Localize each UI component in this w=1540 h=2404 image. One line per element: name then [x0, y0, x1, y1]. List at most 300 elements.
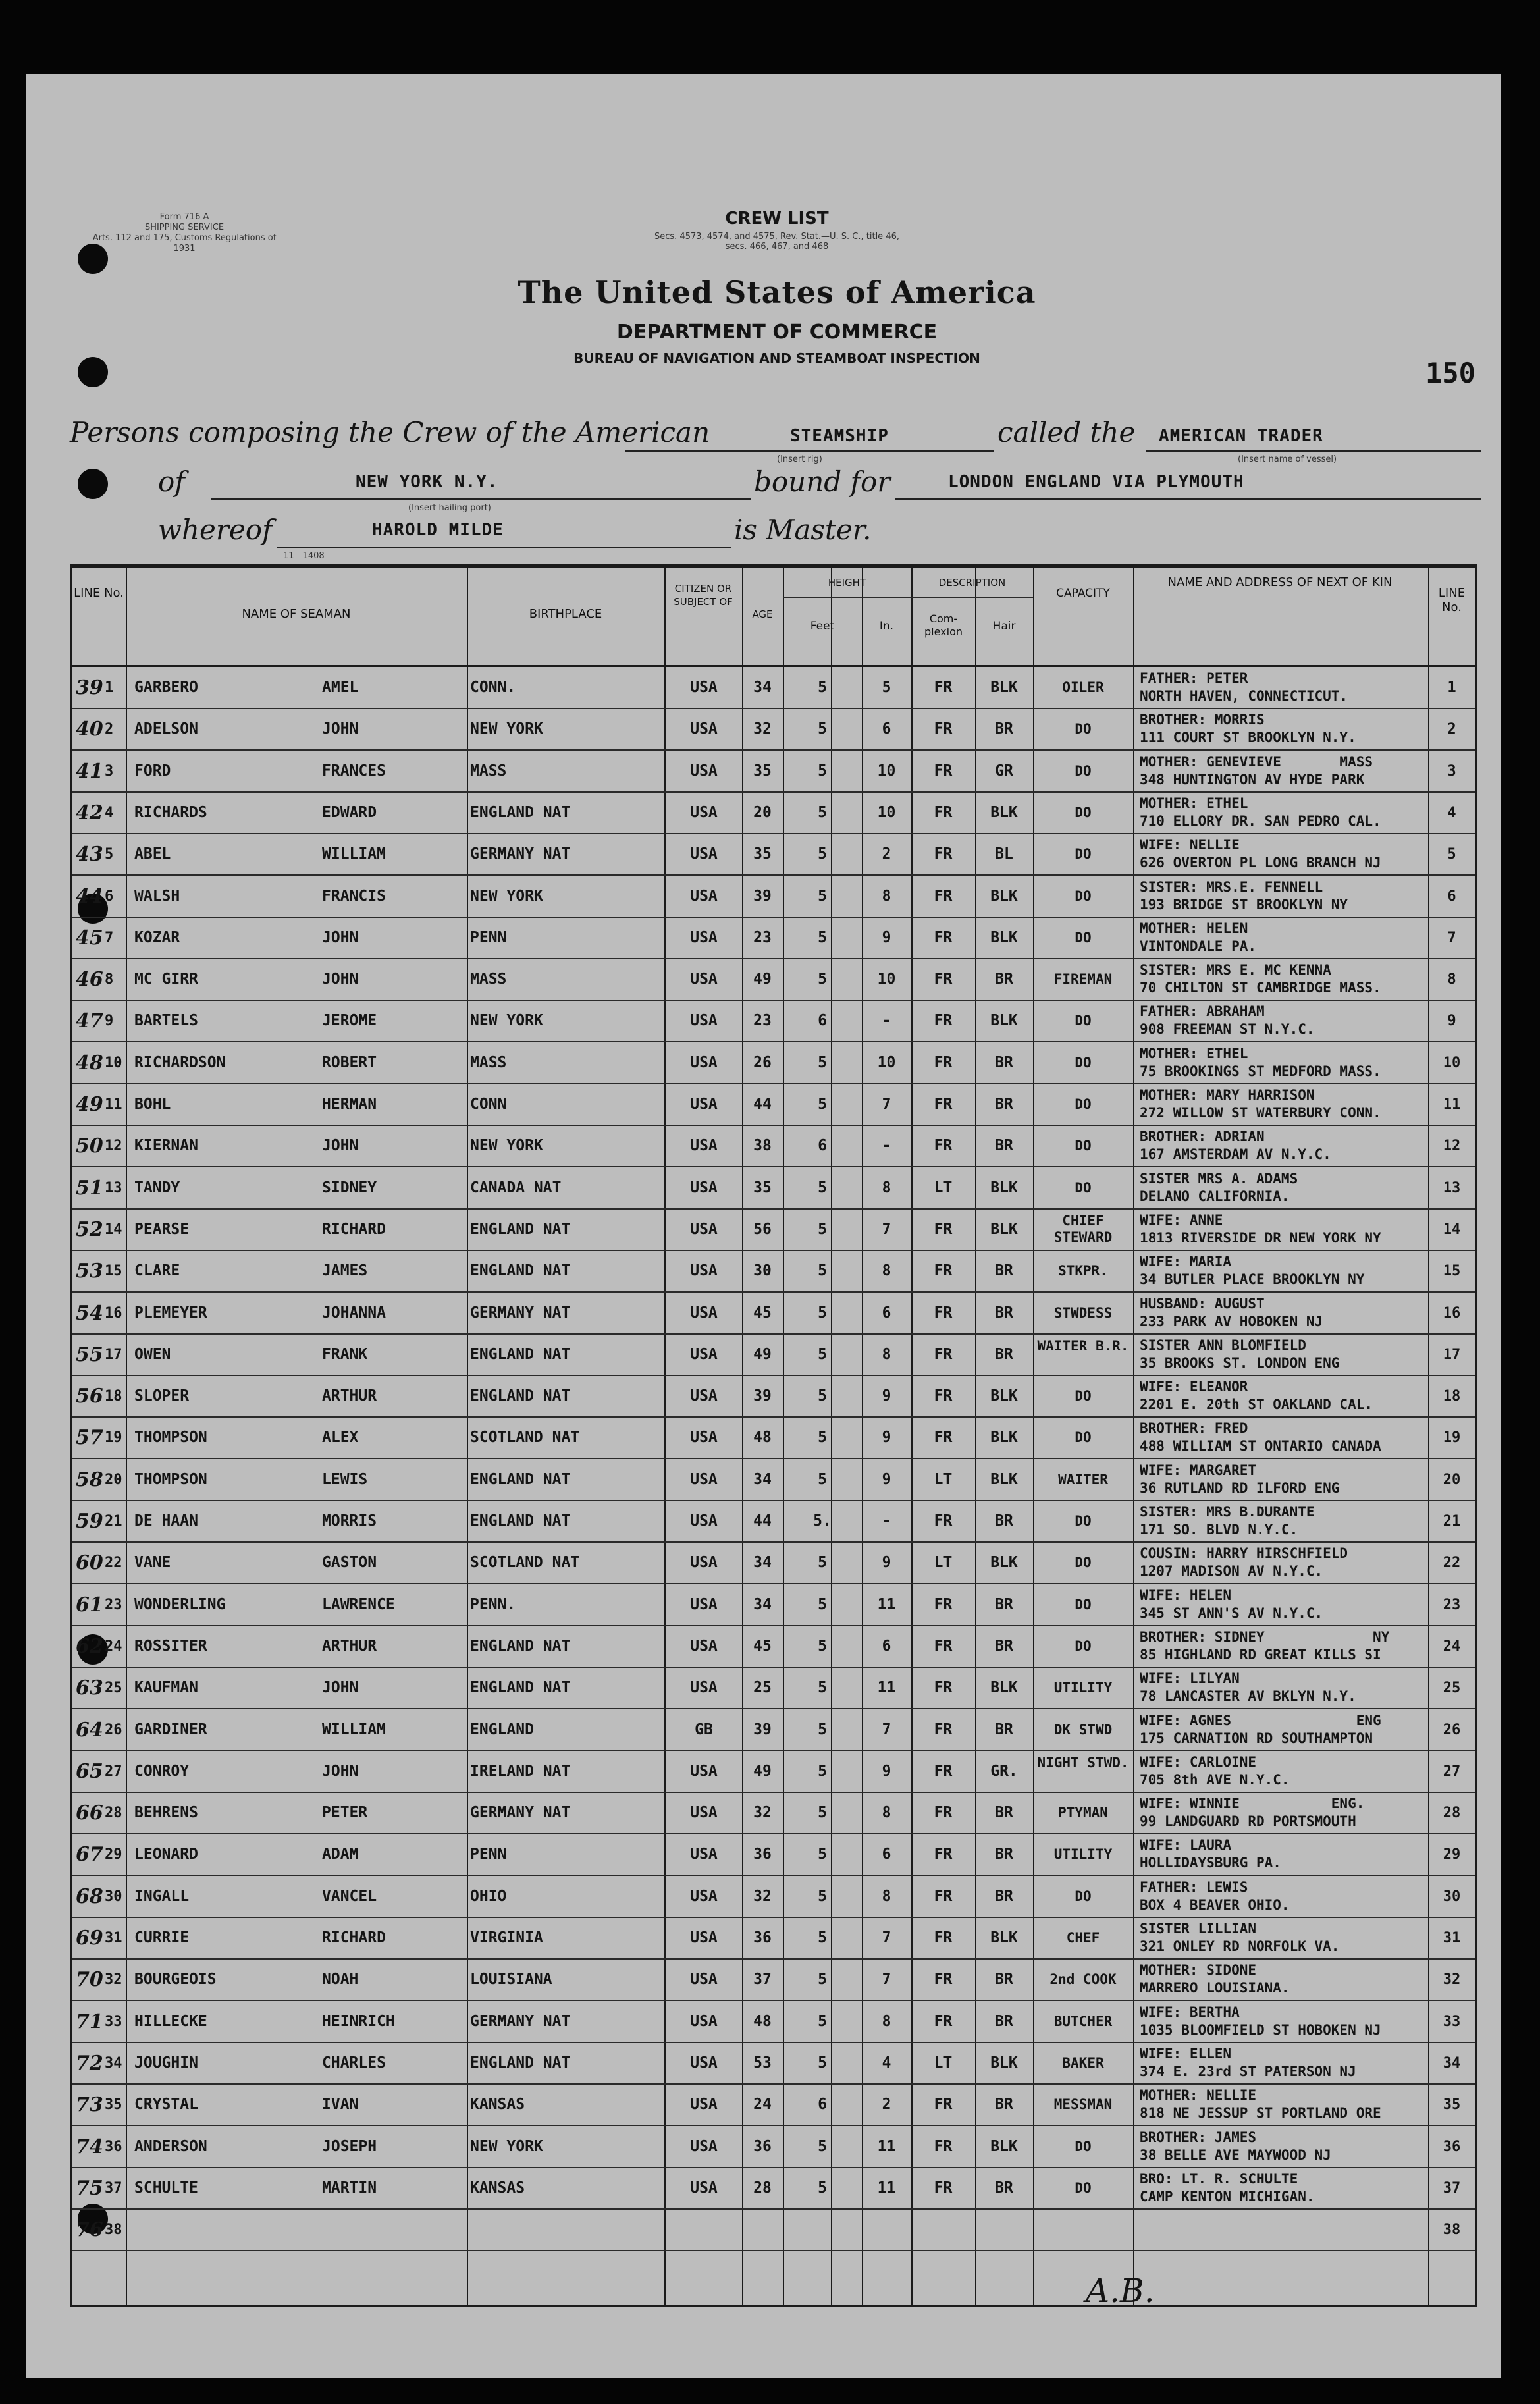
kin-address: NORTH HAVEN, CONNECTICUT. [1140, 688, 1348, 704]
birthplace-cell: SCOTLAND NAT [470, 1429, 580, 1447]
row-original-number: 76 [76, 2218, 103, 2242]
capacity-cell: DO [1075, 804, 1092, 820]
row-line-number: 25 [105, 1680, 122, 1697]
kin-address: CAMP KENTON MICHIGAN. [1140, 2188, 1315, 2204]
height-inches-cell: 2 [882, 845, 891, 863]
kin-address: 710 ELLORY DR. SAN PEDRO CAL. [1140, 813, 1381, 829]
age-cell: 39 [753, 1721, 772, 1738]
height-feet-cell: 5 [818, 2012, 827, 2030]
complexion-cell: FR [934, 928, 953, 946]
capacity-cell: DO [1075, 1096, 1092, 1112]
row-original-number: 44 [76, 884, 103, 908]
birthplace-cell: NEW YORK [470, 887, 543, 905]
citizen-cell: USA [690, 1012, 718, 1030]
hair-cell: BLK [990, 887, 1018, 905]
complexion-cell: FR [934, 1429, 953, 1447]
next-of-kin-cell [1140, 834, 1427, 878]
hair-cell: BR [995, 1345, 1013, 1363]
seaman-surname: PEARSE [134, 1220, 190, 1238]
seaman-surname: JOUGHIN [134, 2054, 198, 2071]
kin-name: FATHER: LEWIS [1140, 1879, 1248, 1895]
citizen-cell: USA [690, 1387, 718, 1405]
height-feet-cell: 5 [818, 1304, 827, 1322]
complexion-cell: FR [934, 762, 953, 780]
kin-address: 34 BUTLER PLACE BROOKLYN NY [1140, 1271, 1365, 1288]
age-cell: 34 [753, 1470, 772, 1488]
table-row [72, 1334, 1475, 1376]
next-of-kin-cell [1140, 1167, 1427, 1212]
age-cell: 23 [753, 928, 772, 946]
age-cell: 36 [753, 1929, 772, 1946]
table-row [72, 1000, 1475, 1042]
kin-address: 2201 E. 20th ST OAKLAND CAL. [1140, 1397, 1373, 1413]
height-feet-cell: 5 [818, 1971, 827, 1989]
row-original-number: 70 [76, 1968, 103, 1992]
seaman-given-name: ALEX [322, 1429, 359, 1447]
row-line-number: 19 [105, 1429, 122, 1447]
birthplace-cell: SCOTLAND NAT [470, 1554, 580, 1572]
kin-address: VINTONDALE PA. [1140, 938, 1257, 954]
hair-cell: BLK [990, 1220, 1018, 1238]
seaman-surname: KOZAR [134, 928, 180, 946]
of-label: of [158, 466, 185, 498]
seaman-surname: LEONARD [134, 1846, 198, 1863]
row-line-number-right: 29 [1443, 1846, 1461, 1863]
header-capacity: CAPACITY [1056, 587, 1110, 600]
table-row [72, 1834, 1475, 1875]
kin-address: BOX 4 BEAVER OHIO. [1140, 1896, 1290, 1913]
row-original-number: 61 [76, 1593, 103, 1616]
citizen-cell: USA [690, 1054, 718, 1071]
capacity-cell: DO [1075, 2179, 1092, 2196]
complexion-cell: FR [934, 1929, 953, 1946]
next-of-kin-cell [1140, 1792, 1427, 1836]
age-cell: 48 [753, 2012, 772, 2030]
row-original-number: 51 [76, 1176, 103, 1200]
table-row [72, 2084, 1475, 2125]
ab-annotation: A.B. [1086, 2272, 1155, 2310]
citizen-cell: USA [690, 720, 718, 738]
form-identifier [86, 212, 283, 254]
birthplace-cell: MASS [470, 1054, 507, 1071]
next-of-kin-cell [1140, 1250, 1427, 1295]
height-inches-cell: 7 [882, 1220, 891, 1238]
hailing-hint: (Insert hailing port) [408, 503, 491, 513]
kin-name: SISTER MRS A. ADAMS [1140, 1170, 1298, 1187]
kin-address: 233 PARK AV HOBOKEN NJ [1140, 1313, 1323, 1329]
kin-address: 36 RUTLAND RD ILFORD ENG [1140, 1480, 1340, 1496]
seaman-given-name [322, 2209, 464, 2251]
birthplace-cell: GERMANY NAT [470, 1304, 571, 1322]
birthplace-cell: ENGLAND NAT [470, 803, 571, 821]
complexion-cell: FR [934, 679, 953, 696]
seaman-given-name: JOHN [322, 928, 359, 946]
citizen-cell: USA [690, 1804, 718, 1822]
table-row [72, 1542, 1475, 1584]
kin-name: SISTER ANN BLOMFIELD [1140, 1337, 1306, 1353]
height-feet-cell: 6 [818, 1012, 827, 1030]
table-row [72, 1959, 1475, 2000]
hair-cell: BR [995, 1887, 1013, 1905]
birthplace-cell: ENGLAND NAT [470, 1637, 571, 1655]
height-feet-cell: 6 [818, 1137, 827, 1155]
row-line-number-right: 4 [1447, 804, 1456, 821]
hair-cell: BR [995, 1804, 1013, 1822]
kin-name: BROTHER: MORRIS [1140, 712, 1265, 728]
height-feet-cell: 6 [818, 2096, 827, 2114]
complexion-cell: FR [934, 720, 953, 738]
height-feet-cell: 5 [818, 971, 827, 988]
hailing-port-line [211, 498, 751, 500]
age-cell: 35 [753, 1179, 772, 1196]
height-feet-cell: 5 [818, 1096, 827, 1113]
hair-cell: BR [995, 2012, 1013, 2030]
next-of-kin-cell [1140, 2209, 1427, 2253]
citizen-cell: USA [690, 1304, 718, 1322]
kin-name: WIFE: ELEANOR [1140, 1379, 1248, 1395]
table-row [72, 1376, 1475, 1417]
row-line-number: 22 [105, 1555, 122, 1572]
row-line-number-right: 33 [1443, 2013, 1461, 2030]
capacity-cell: DO [1075, 1555, 1092, 1571]
seaman-surname: BARTELS [134, 1012, 198, 1030]
age-cell: 32 [753, 720, 772, 738]
seaman-surname: MC GIRR [134, 971, 198, 988]
table-row [72, 667, 1475, 708]
seaman-given-name: EDWARD [322, 803, 377, 821]
capacity-cell: DO [1075, 1429, 1092, 1446]
row-line-number-right: 25 [1443, 1680, 1461, 1697]
next-of-kin-cell [1140, 1459, 1427, 1503]
row-line-number: 4 [105, 804, 114, 821]
next-of-kin-cell [1140, 2043, 1427, 2087]
capacity-cell: DO [1075, 1888, 1092, 1904]
header-hair: Hair [992, 620, 1016, 633]
capacity-cell: DO [1075, 1638, 1092, 1654]
height-inches-cell: 10 [877, 971, 896, 988]
height-inches-cell: 11 [877, 2137, 896, 2155]
hair-cell: BLK [990, 1470, 1018, 1488]
kin-address: 70 CHILTON ST CAMBRIDGE MASS. [1140, 980, 1381, 996]
citizen-cell: USA [690, 928, 718, 946]
age-cell: 28 [753, 2179, 772, 2197]
seaman-surname: INGALL [134, 1887, 190, 1905]
kin-name: WIFE: ANNE [1140, 1212, 1223, 1228]
kin-address: 38 BELLE AVE MAYWOOD NJ [1140, 2147, 1331, 2163]
height-inches-cell: 8 [882, 2012, 891, 2030]
kin-address: 1207 MADISON AV N.Y.C. [1140, 1563, 1323, 1580]
citizen-cell: USA [690, 1554, 718, 1572]
destination-line [895, 498, 1481, 500]
height-inches-cell: - [882, 1137, 891, 1155]
hair-cell: BLK [990, 2054, 1018, 2071]
seaman-given-name: JOHN [322, 971, 359, 988]
row-line-number: 8 [105, 971, 114, 988]
statute-reference [448, 232, 1106, 252]
birthplace-cell: GERMANY NAT [470, 2012, 571, 2030]
row-original-number: 52 [76, 1217, 103, 1241]
table-row [72, 1293, 1475, 1334]
next-of-kin-cell [1140, 2084, 1427, 2128]
seaman-surname: HILLECKE [134, 2012, 207, 2030]
next-of-kin-cell [1140, 1293, 1427, 1337]
height-feet-cell: 5 [818, 1929, 827, 1946]
height-inches-cell: 8 [882, 1262, 891, 1280]
row-line-number: 14 [105, 1221, 122, 1238]
destination: LONDON ENGLAND VIA PLYMOUTH [948, 472, 1244, 492]
height-feet-cell: 5 [818, 1220, 827, 1238]
age-cell: 45 [753, 1304, 772, 1322]
next-of-kin-cell [1140, 876, 1427, 920]
row-original-number: 53 [76, 1260, 103, 1283]
birthplace-cell: MASS [470, 971, 507, 988]
row-line-number-right: 27 [1443, 1763, 1461, 1780]
complexion-cell: FR [934, 2012, 953, 2030]
complexion-cell: FR [934, 1887, 953, 1905]
capacity-cell: STKPR. [1058, 1263, 1108, 1279]
row-original-number: 75 [76, 2176, 103, 2200]
complexion-cell: FR [934, 1387, 953, 1405]
row-rule [72, 2250, 1475, 2251]
row-line-number: 29 [105, 1846, 122, 1863]
capacity-cell: DO [1075, 2138, 1092, 2154]
master-name: HAROLD MILDE [372, 520, 504, 540]
birthplace-cell: CONN. [470, 679, 516, 696]
master-line [277, 547, 731, 548]
row-line-number-right: 15 [1443, 1263, 1461, 1280]
age-cell: 44 [753, 1096, 772, 1113]
header-citizen: CITIZEN OR SUBJECT OF [674, 583, 733, 608]
complexion-cell: FR [934, 1846, 953, 1863]
row-line-number: 9 [105, 1013, 114, 1030]
kin-address: 167 AMSTERDAM AV N.Y.C. [1140, 1146, 1331, 1163]
capacity-cell: BUTCHER [1053, 2013, 1113, 2029]
birthplace-cell: ENGLAND NAT [470, 1679, 571, 1697]
header-birthplace: BIRTHPLACE [529, 607, 602, 621]
complexion-cell: FR [934, 1262, 953, 1280]
row-original-number: 72 [76, 2051, 103, 2075]
age-cell: 26 [753, 1054, 772, 1071]
seaman-given-name: FRANCIS [322, 887, 386, 905]
row-line-number-right: 35 [1443, 2097, 1461, 2114]
height-inches-cell: 9 [882, 1470, 891, 1488]
hair-cell: BR [995, 1721, 1013, 1738]
row-line-number: 27 [105, 1763, 122, 1780]
height-feet-cell: 5 [818, 2179, 827, 2197]
table-top-rule [72, 566, 1475, 568]
seaman-given-name: ARTHUR [322, 1637, 377, 1655]
row-original-number: 73 [76, 2093, 103, 2117]
height-feet-cell: 5 [818, 928, 827, 946]
page-number: 150 [1425, 357, 1475, 389]
row-line-number: 15 [105, 1263, 122, 1280]
age-cell: 44 [753, 1512, 772, 1530]
citizen-cell: USA [690, 1262, 718, 1280]
citizen-cell: USA [690, 1179, 718, 1196]
seaman-given-name: JOHN [322, 1137, 359, 1155]
row-line-number: 13 [105, 1179, 122, 1196]
height-feet-cell: 5 [818, 1595, 827, 1613]
age-cell: 32 [753, 1804, 772, 1822]
kin-address: 75 BROOKINGS ST MEDFORD MASS. [1140, 1063, 1381, 1079]
capacity-cell: DO [1075, 1596, 1092, 1613]
table-row [72, 917, 1475, 959]
form-service: SHIPPING SERVICE [144, 223, 225, 232]
row-original-number: 56 [76, 1385, 103, 1408]
kin-name: WIFE: CARLOINE [1140, 1753, 1257, 1770]
kin-name: FATHER: PETER [1140, 670, 1248, 686]
capacity-cell: DO [1075, 1388, 1092, 1404]
capacity-cell: WAITER B.R. [1037, 1337, 1129, 1354]
citizen-cell: USA [690, 845, 718, 863]
height-inches-cell: 10 [877, 762, 896, 780]
hailing-port: NEW YORK N.Y. [356, 472, 498, 492]
seaman-surname: FORD [134, 762, 171, 780]
table-row [72, 2209, 1475, 2251]
next-of-kin-cell [1140, 751, 1427, 795]
height-feet-cell: 5 [818, 1679, 827, 1697]
row-line-number-right: 38 [1443, 2222, 1461, 2239]
kin-name: WIFE: MARGARET [1140, 1462, 1257, 1478]
citizen-cell: USA [690, 887, 718, 905]
complexion-cell: FR [934, 1971, 953, 1989]
vessel-name: AMERICAN TRADER [1159, 426, 1323, 446]
citizen-cell: GB [695, 1721, 713, 1738]
seaman-surname: ANDERSON [134, 2137, 207, 2155]
row-line-number-right: 6 [1447, 888, 1456, 905]
row-original-number: 42 [76, 801, 103, 824]
seaman-given-name: FRANCES [322, 762, 386, 780]
kin-name: MOTHER: HELEN [1140, 920, 1248, 936]
row-line-number-right: 2 [1447, 721, 1456, 738]
row-line-number-right: 30 [1443, 1888, 1461, 1905]
complexion-cell: FR [934, 2179, 953, 2197]
hair-cell: BR [995, 1512, 1013, 1530]
age-cell: 34 [753, 1595, 772, 1613]
bound-label: bound for [754, 466, 891, 498]
seaman-given-name: LEWIS [322, 1470, 368, 1488]
table-row [72, 1459, 1475, 1501]
complexion-cell: FR [934, 1595, 953, 1613]
row-line-number: 1 [105, 680, 114, 696]
complexion-cell: FR [934, 1721, 953, 1738]
age-cell: 32 [753, 1887, 772, 1905]
complexion-cell: FR [934, 845, 953, 863]
hair-cell: BR [995, 1595, 1013, 1613]
complexion-cell: FR [934, 803, 953, 821]
citizen-cell [668, 2209, 740, 2251]
kin-name: BROTHER: ADRIAN [1140, 1129, 1265, 1145]
seaman-given-name: JOSEPH [322, 2137, 377, 2155]
next-of-kin-cell [1140, 959, 1427, 1003]
height-feet-cell: 5 [818, 1387, 827, 1405]
complexion-cell: FR [934, 1345, 953, 1363]
next-of-kin-cell [1140, 1000, 1427, 1044]
hair-cell: BL [995, 845, 1013, 863]
age-cell: 34 [753, 679, 772, 696]
kin-name: WIFE: AGNES ENG [1140, 1712, 1381, 1728]
complexion-cell: FR [934, 1762, 953, 1780]
kin-address: MARRERO LOUISIANA. [1140, 1980, 1290, 1996]
subheader-rule [783, 597, 1033, 598]
seaman-surname: SLOPER [134, 1387, 190, 1405]
seaman-given-name: SIDNEY [322, 1179, 377, 1196]
kin-name: WIFE: MARIA [1140, 1254, 1232, 1270]
height-feet-cell: 5 [818, 1470, 827, 1488]
seaman-given-name: PETER [322, 1804, 368, 1822]
statute-line-2: secs. 466, 467, and 468 [725, 242, 829, 252]
citizen-cell: USA [690, 2096, 718, 2114]
form-number: Form 716 A [159, 212, 209, 222]
kin-address: 111 COURT ST BROOKLYN N.Y. [1140, 730, 1356, 746]
row-line-number-right: 20 [1443, 1471, 1461, 1488]
row-original-number: 47 [76, 1009, 103, 1033]
capacity-cell [1034, 2209, 1132, 2251]
crew-list-title: CREW LIST [725, 209, 829, 228]
next-of-kin-cell [1140, 667, 1427, 711]
kin-address: 374 E. 23rd ST PATERSON NJ [1140, 2063, 1356, 2079]
complexion-cell: FR [934, 1137, 953, 1155]
height-feet-cell: 5 [818, 1429, 827, 1447]
next-of-kin-cell [1140, 2001, 1427, 2045]
age-cell: 49 [753, 1345, 772, 1363]
next-of-kin-cell [1140, 1751, 1427, 1795]
seaman-given-name: WILLIAM [322, 845, 386, 863]
table-row [72, 2043, 1475, 2084]
vessel-rig: STEAMSHIP [790, 426, 889, 446]
birthplace-cell: NEW YORK [470, 2137, 543, 2155]
crew-list-sheet [26, 74, 1501, 2378]
row-line-number: 5 [105, 846, 114, 863]
next-of-kin-cell [1140, 917, 1427, 961]
department-title: DEPARTMENT OF COMMERCE [616, 321, 938, 344]
form-regulations: Arts. 112 and 175, Customs Regulations of 1931 [92, 233, 277, 254]
seaman-surname: ADELSON [134, 720, 198, 738]
row-line-number: 6 [105, 888, 114, 905]
row-line-number: 16 [105, 1304, 122, 1322]
row-line-number-right: 37 [1443, 2179, 1461, 2197]
master-label: is Master. [734, 514, 872, 546]
citizen-cell: USA [690, 2137, 718, 2155]
height-inches-cell: 10 [877, 1054, 896, 1071]
row-line-number-right: 24 [1443, 1638, 1461, 1655]
seaman-surname: ABEL [134, 845, 171, 863]
row-original-number: 71 [76, 2010, 103, 2033]
seaman-given-name: CHARLES [322, 2054, 386, 2071]
kin-address: 171 SO. BLVD N.Y.C. [1140, 1522, 1298, 1537]
birthplace-cell: GERMANY NAT [470, 1804, 571, 1822]
hair-cell: BR [995, 1096, 1013, 1113]
capacity-cell: UTILITY [1053, 1680, 1113, 1696]
kin-name: COUSIN: HARRY HIRSCHFIELD [1140, 1545, 1348, 1562]
row-original-number: 50 [76, 1135, 103, 1158]
row-line-number-right: 19 [1443, 1429, 1461, 1447]
table-row [72, 1084, 1475, 1125]
table-row [72, 1042, 1475, 1084]
table-row [72, 1167, 1475, 1209]
row-line-number: 18 [105, 1388, 122, 1405]
height-inches-cell: 8 [882, 887, 891, 905]
seaman-given-name: NOAH [322, 1971, 359, 1989]
vessel-hint: (Insert name of vessel) [1238, 454, 1337, 464]
complexion-cell: FR [934, 1220, 953, 1238]
height-inches-cell: 8 [882, 1179, 891, 1196]
table-row [72, 1584, 1475, 1626]
capacity-cell: DO [1075, 1054, 1092, 1071]
table-row [72, 1709, 1475, 1751]
capacity-cell: DO [1075, 721, 1092, 737]
seaman-given-name: RICHARD [322, 1929, 386, 1946]
